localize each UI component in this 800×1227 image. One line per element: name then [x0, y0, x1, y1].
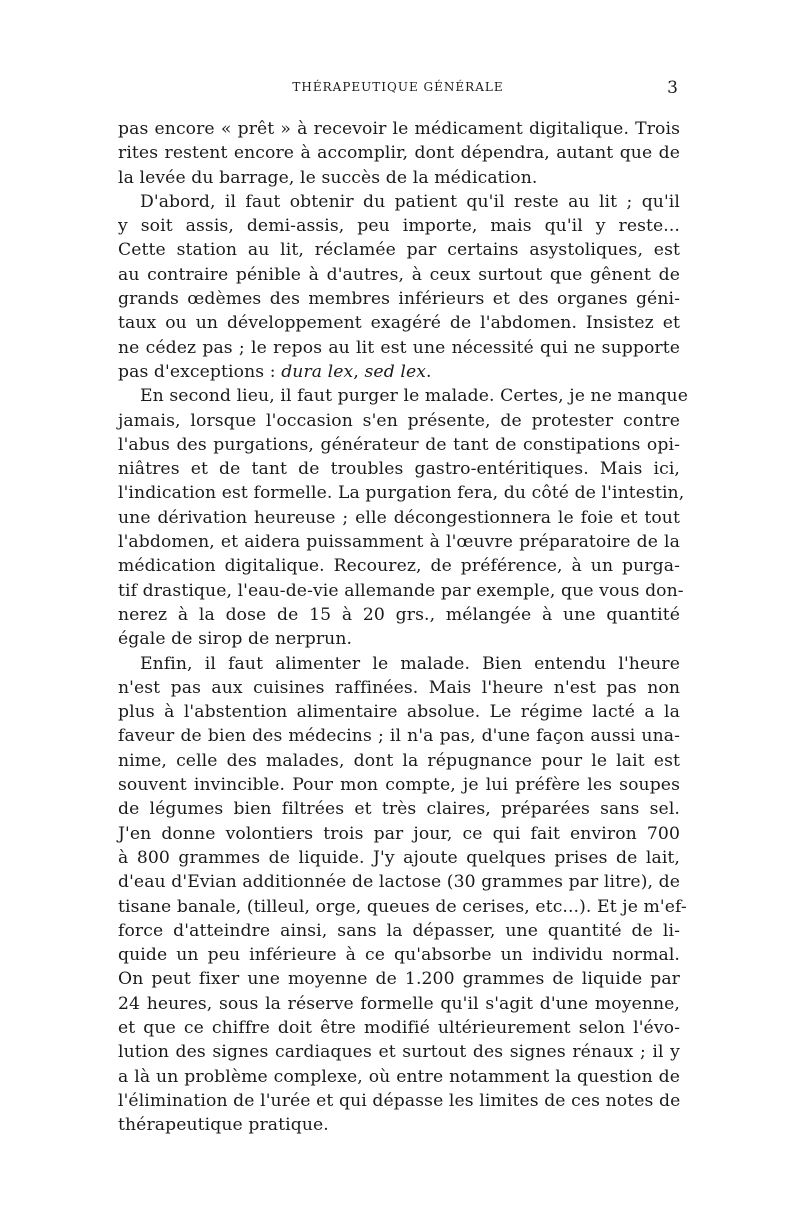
- text-line: pas encore « prêt » à recevoir le médicament digitalique. Trois: [118, 119, 680, 139]
- text-line: d'eau d'Evian additionnée de lactose (30 grammes par litre), de: [118, 872, 680, 893]
- text-line: une dérivation heureuse ; elle décongestionnera le foie et tout: [118, 507, 680, 528]
- body-text: [118, 117, 689, 1137]
- text-line: l'abus des purgations, générateur de tant de constipations opi-: [118, 434, 680, 455]
- text-line: souvent invincible. Pour mon compte, je lui préfère les soupes: [118, 775, 680, 796]
- text-line: thérapeutique pratique.: [118, 1115, 329, 1136]
- text-line: a là un problème complexe, où entre notamment la question de: [118, 1066, 680, 1087]
- text-line: y soit assis, demi-assis, peu importe, mais qu'il y reste...: [118, 216, 680, 237]
- running-head: [118, 78, 678, 102]
- text-line: tisane banale, (tilleul, orge, queues de cerises, etc...). Et je m'ef-: [118, 896, 687, 917]
- text-line: En second lieu, il faut purger le malade. Certes, je ne manque: [140, 386, 689, 407]
- text-line: grands œdèmes des membres inférieurs et des organes géni-: [118, 289, 680, 310]
- text-line: de légumes bien filtrées et très claires, préparées sans sel.: [118, 799, 680, 820]
- paragraph-1: [118, 117, 680, 190]
- text-line: l'abdomen, et aidera puissamment à l'œuvre préparatoire de la: [118, 532, 680, 553]
- text-line: n'est pas aux cuisines raffinées. Mais l'heure n'est pas non: [118, 677, 680, 698]
- text-line: D'abord, il faut obtenir du patient qu'il reste au lit ; qu'il: [140, 191, 680, 212]
- text-line: nime, celle des malades, dont la répugnance pour le lait est: [118, 750, 680, 771]
- text-line: tif drastique, l'eau-de-vie allemande par exemple, que vous don-: [118, 580, 684, 601]
- text-line-with-italics: [118, 360, 680, 384]
- text-line: ne cédez pas ; le repos au lit est une nécessité qui ne supporte: [118, 337, 680, 358]
- text-line: plus à l'abstention alimentaire absolue. Le régime lacté a la: [118, 702, 680, 723]
- text-line: la levée du barrage, le succès de la médication.: [118, 167, 538, 188]
- text-fragment: .: [426, 361, 432, 382]
- paragraph-2: [118, 190, 680, 384]
- text-line: lution des signes cardiaques et surtout des signes rénaux ; il y: [118, 1042, 680, 1063]
- text-line: force d'atteindre ainsi, sans la dépasser, une quantité de li-: [118, 920, 680, 941]
- text-line: médication digitalique. Recourez, de préférence, à un purga-: [118, 556, 680, 577]
- text-line: et que ce chiffre doit être modifié ultérieurement selon l'évo-: [118, 1017, 680, 1038]
- text-line: jamais, lorsque l'occasion s'en présente, de protester contre: [118, 410, 680, 431]
- text-line: à 800 grammes de liquide. J'y ajoute quelques prises de lait,: [118, 847, 680, 868]
- text-line: nerez à la dose de 15 à 20 grs., mélangée à une quantité: [118, 604, 680, 625]
- text-line: niâtres et de tant de troubles gastro-entéritiques. Mais ici,: [118, 459, 680, 480]
- text-line: égale de sirop de nerprun.: [118, 629, 353, 650]
- paragraph-4: [118, 652, 687, 1138]
- text-line: rites restent encore à accomplir, dont dépendra, autant que de: [118, 143, 680, 164]
- running-title: THÉRAPEUTIQUE GÉNÉRALE: [292, 80, 504, 94]
- text-line: Cette station au lit, réclamée par certains asystoliques, est: [118, 240, 680, 261]
- text-line: 24 heures, sous la réserve formelle qu'il s'agit d'une moyenne,: [118, 993, 680, 1014]
- text-line: l'indication est formelle. La purgation fera, du côté de l'intestin,: [118, 483, 685, 504]
- italic-phrase: dura lex: [281, 361, 354, 382]
- text-fragment: ,: [353, 361, 365, 382]
- text-line: J'en donne volontiers trois par jour, ce qui fait environ 700: [118, 823, 680, 844]
- text-line: quide un peu inférieure à ce qu'absorbe un individu normal.: [118, 945, 680, 966]
- text-line: On peut fixer une moyenne de 1.200 grammes de liquide par: [118, 969, 680, 990]
- paragraph-3: [118, 384, 689, 651]
- page-number: 3: [667, 78, 678, 98]
- text-line: faveur de bien des médecins ; il n'a pas, d'une façon aussi una-: [118, 726, 680, 747]
- text-fragment: pas d'exceptions :: [118, 361, 282, 382]
- text-line: taux ou un développement exagéré de l'abdomen. Insistez et: [118, 313, 680, 334]
- text-line: l'élimination de l'urée et qui dépasse les limites de ces notes de: [118, 1090, 681, 1111]
- text-line: au contraire pénible à d'autres, à ceux surtout que gênent de: [118, 264, 680, 285]
- italic-phrase: sed lex: [364, 361, 427, 382]
- text-line: Enfin, il faut alimenter le malade. Bien entendu l'heure: [140, 653, 680, 674]
